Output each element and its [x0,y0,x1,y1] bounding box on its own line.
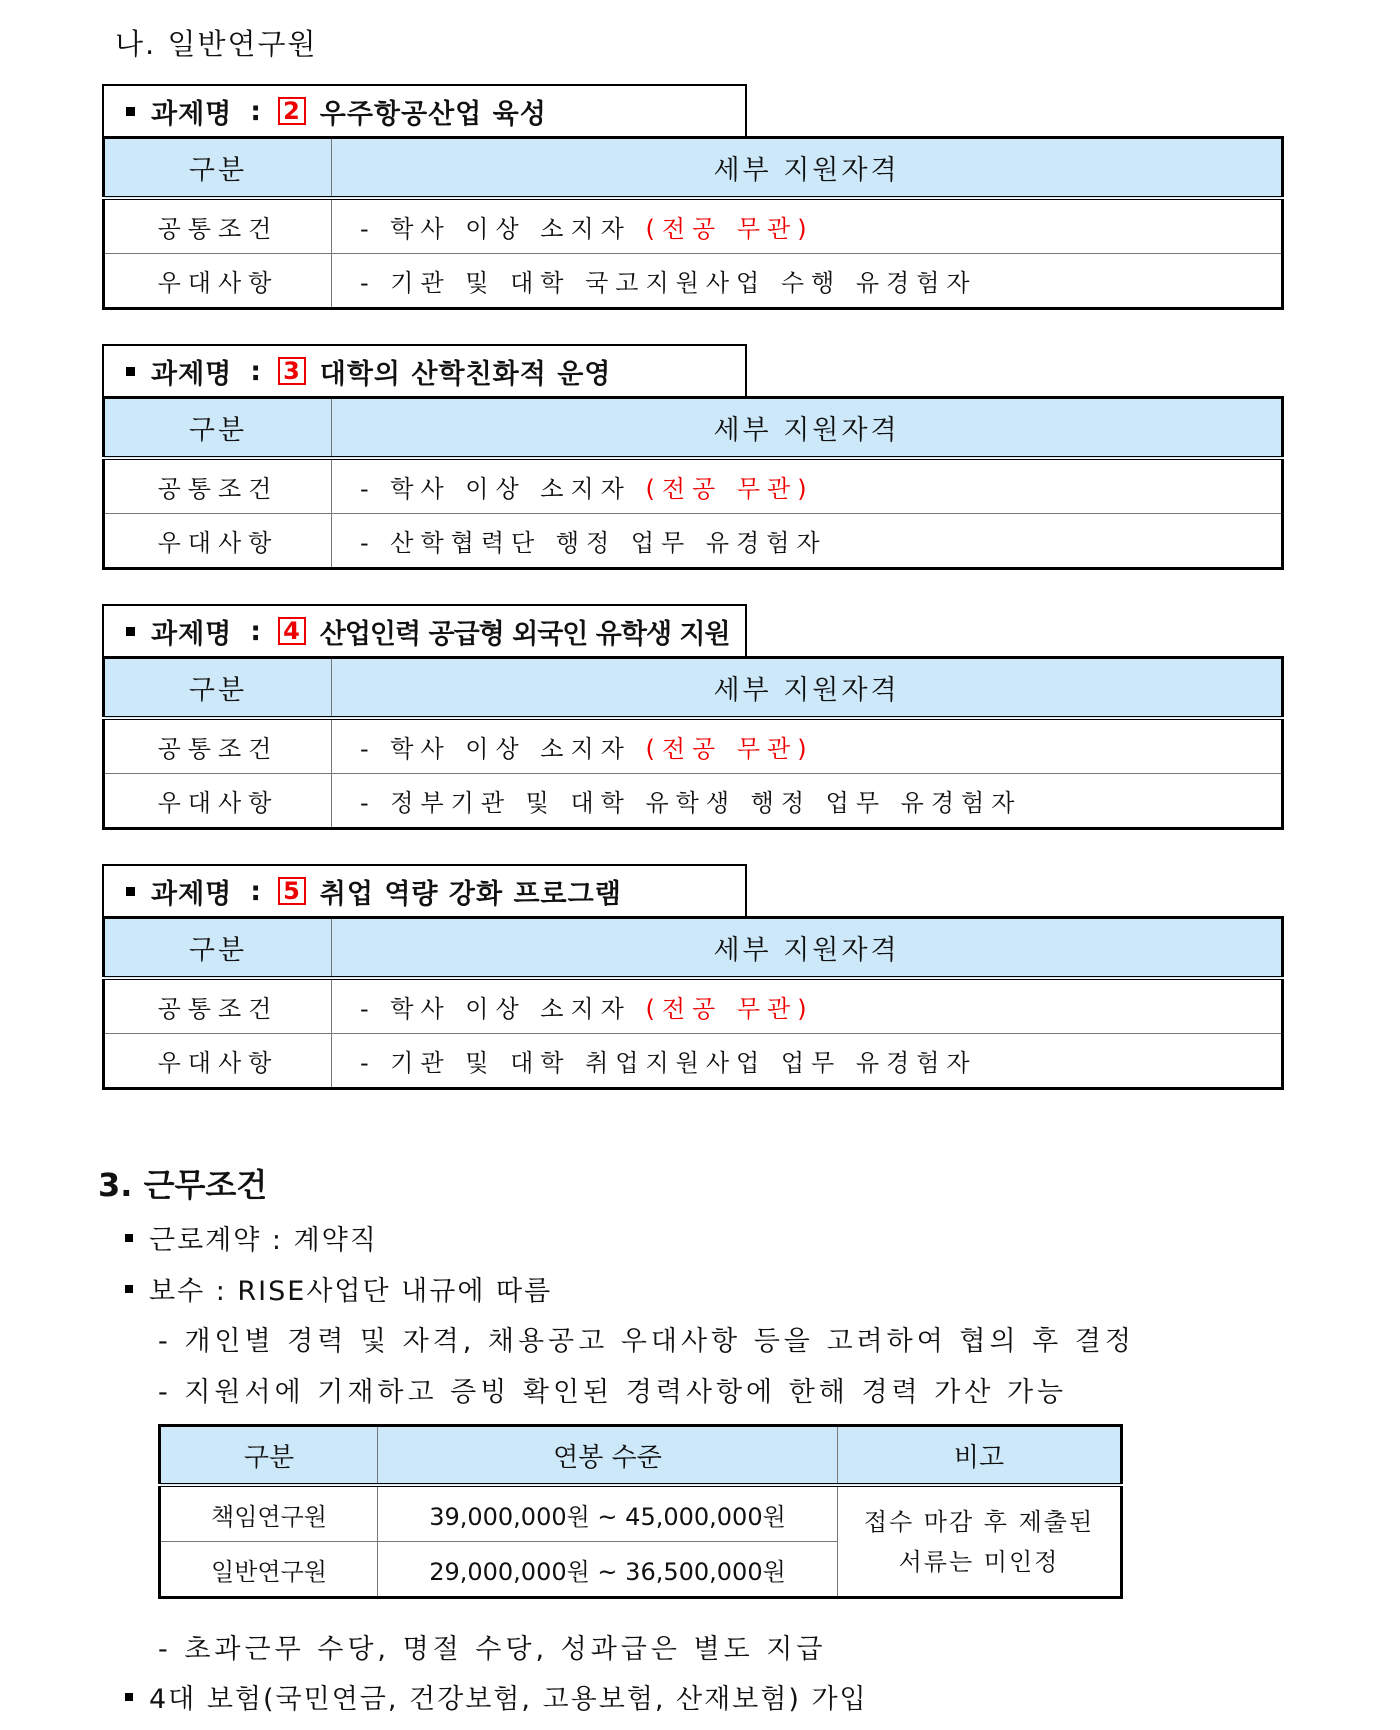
project-name: 대학의 산학친화적 운영 [319,358,612,390]
bullet-icon [126,107,135,116]
detail-text: - 기관 및 대학 취업지원사업 업무 유경험자 [360,1049,977,1077]
row-detail [332,458,1283,514]
bullet-icon [126,887,135,896]
table-row [104,1034,1283,1089]
salary-grade: 일반연구원 [160,1542,378,1598]
row-category: 우대사항 [104,1034,332,1089]
row-detail [332,198,1283,254]
row-detail [332,514,1283,569]
project-number: 5 [278,877,306,905]
row-category: 공통조건 [104,458,332,514]
table-row [104,458,1283,514]
colon: : [250,615,263,647]
detail-text: - 산학협력단 행정 업무 유경험자 [360,529,827,557]
project-name: 취업 역량 강화 프로그램 [319,878,622,910]
requirements-table [102,136,1284,310]
note-line: 접수 마감 후 제출된 [863,1507,1095,1536]
requirements-table [102,396,1284,570]
detail-note: (전공 무관) [645,735,814,763]
contract-text: 근로계약 : 계약직 [149,1225,378,1256]
table-row [104,718,1283,774]
row-category: 공통조건 [104,978,332,1034]
colon: : [250,355,263,387]
table-row [160,1485,1122,1542]
salary-grade: 책임연구원 [160,1485,378,1542]
project-name: 우주항공산업 육성 [319,98,547,130]
salary-note [838,1485,1122,1598]
bullet-icon [126,627,135,636]
colon: : [250,95,263,127]
pay-detail-2: - 지원서에 기재하고 증빙 확인된 경력사항에 한해 경력 가산 가능 [158,1377,1068,1408]
column-header-salary: 연봉 수준 [378,1426,838,1486]
row-category: 공통조건 [104,198,332,254]
note-line: 서류는 미인정 [898,1547,1060,1576]
contract-item [125,1218,378,1257]
insurance-text: 4대 보험(국민연금, 건강보험, 고용보험, 산재보험) 가입 [149,1684,868,1715]
project-title [102,84,747,136]
pay-item [125,1269,552,1308]
section-subheading: 나. 일반연구원 [115,27,318,61]
table-row [104,254,1283,309]
requirements-table [102,656,1284,830]
row-detail [332,718,1283,774]
bullet-icon [125,1285,133,1293]
row-category: 우대사항 [104,774,332,829]
column-header-detail: 세부 지원자격 [332,918,1283,979]
project-block-3 [102,344,1284,570]
project-title [102,604,747,656]
bullet-icon [125,1693,133,1701]
project-number: 4 [278,617,306,645]
row-detail [332,254,1283,309]
extra-pay: - 초과근무 수당, 명절 수당, 성과급은 별도 지급 [158,1634,827,1665]
row-category: 우대사항 [104,254,332,309]
detail-text: - 학사 이상 소지자 [360,215,631,243]
project-title [102,864,747,916]
column-header-grade: 구분 [160,1426,378,1486]
pay-text: 보수 : RISE사업단 내규에 따름 [149,1276,553,1307]
detail-note: (전공 무관) [645,215,814,243]
column-header-detail: 세부 지원자격 [332,398,1283,459]
row-category: 공통조건 [104,718,332,774]
salary-range: 29,000,000원 ~ 36,500,000원 [378,1542,838,1598]
row-category: 우대사항 [104,514,332,569]
project-label: 과제명 [151,878,233,910]
project-label: 과제명 [151,98,233,130]
detail-text: - 정부기관 및 대학 유학생 행정 업무 유경험자 [360,789,1022,817]
detail-text: - 기관 및 대학 국고지원사업 수행 유경험자 [360,269,977,297]
project-number: 3 [278,357,306,385]
detail-note: (전공 무관) [645,475,814,503]
salary-range: 39,000,000원 ~ 45,000,000원 [378,1485,838,1542]
table-row [104,774,1283,829]
table-row [104,978,1283,1034]
column-header-category: 구분 [104,918,332,979]
project-block-2 [102,84,1284,310]
project-title [102,344,747,396]
detail-text: - 학사 이상 소지자 [360,995,631,1023]
row-detail [332,774,1283,829]
colon: : [250,875,263,907]
table-row [104,198,1283,254]
project-number: 2 [278,97,306,125]
detail-text: - 학사 이상 소지자 [360,735,631,763]
project-block-5 [102,864,1284,1090]
bullet-icon [126,367,135,376]
salary-table [158,1424,1123,1599]
bullet-icon [125,1234,133,1242]
pay-detail-1: - 개인별 경력 및 자격, 채용공고 우대사항 등을 고려하여 협의 후 결정 [158,1326,1135,1357]
table-row [104,514,1283,569]
section-heading: 3. 근무조건 [98,1166,268,1204]
row-detail [332,978,1283,1034]
column-header-note: 비고 [838,1426,1122,1486]
project-name: 산업인력 공급형 외국인 유학생 지원 [319,618,730,650]
requirements-table [102,916,1284,1090]
row-detail [332,1034,1283,1089]
column-header-category: 구분 [104,138,332,199]
project-block-4 [102,604,1284,830]
column-header-detail: 세부 지원자격 [332,658,1283,719]
insurance-item [125,1677,868,1716]
project-label: 과제명 [151,618,233,650]
detail-note: (전공 무관) [645,995,814,1023]
detail-text: - 학사 이상 소지자 [360,475,631,503]
column-header-detail: 세부 지원자격 [332,138,1283,199]
column-header-category: 구분 [104,398,332,459]
project-label: 과제명 [151,358,233,390]
column-header-category: 구분 [104,658,332,719]
